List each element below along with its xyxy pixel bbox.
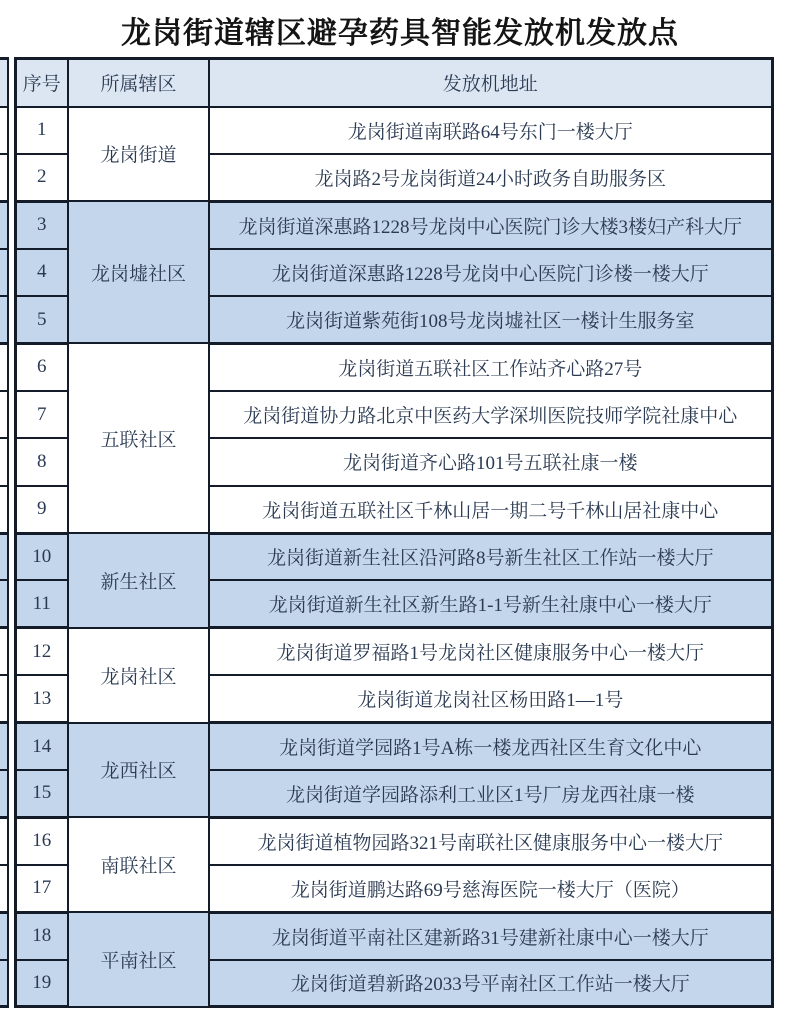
table-row	[0, 107, 772, 154]
row-number-cell: 14	[15, 723, 68, 770]
row-number-cell: 15	[15, 770, 68, 817]
left-edge-sliver	[0, 675, 8, 722]
row-number-cell: 5	[15, 296, 68, 343]
address-cell: 龙岗街道南联路64号东门一楼大厅	[209, 107, 772, 154]
table-row	[0, 723, 772, 770]
left-gap	[8, 817, 15, 864]
address-cell: 龙岗街道深惠路1228号龙岗中心医院门诊大楼3楼妇产科大厅	[209, 201, 772, 248]
table-row	[0, 912, 772, 959]
row-number-cell: 11	[15, 580, 68, 627]
address-cell: 龙岗街道植物园路321号南联社区健康服务中心一楼大厅	[209, 817, 772, 864]
left-gap	[8, 343, 15, 390]
address-cell: 龙岗街道罗福路1号龙岗社区健康服务中心一楼大厅	[209, 628, 772, 675]
left-edge-sliver	[0, 912, 8, 959]
row-number-cell: 16	[15, 817, 68, 864]
district-cell: 龙西社区	[68, 723, 209, 818]
left-edge-sliver	[0, 391, 8, 438]
address-cell: 龙岗街道平南社区建新路31号建新社康中心一楼大厅	[209, 912, 772, 959]
left-edge-sliver	[0, 960, 8, 1007]
address-cell: 龙岗街道新生社区沿河路8号新生社区工作站一楼大厅	[209, 533, 772, 580]
left-edge-sliver	[0, 723, 8, 770]
row-number-cell: 17	[15, 865, 68, 912]
address-cell: 龙岗街道紫苑街108号龙岗墟社区一楼计生服务室	[209, 296, 772, 343]
left-edge-sliver	[0, 817, 8, 864]
row-number-cell: 10	[15, 533, 68, 580]
district-cell: 龙岗墟社区	[68, 201, 209, 343]
address-cell: 龙岗街道龙岗社区杨田路1—1号	[209, 675, 772, 722]
dispenser-locations-table	[0, 57, 774, 1008]
address-cell: 龙岗街道五联社区工作站齐心路27号	[209, 343, 772, 390]
address-cell: 龙岗街道学园路1号A栋一楼龙西社区生育文化中心	[209, 723, 772, 770]
page-title: 龙岗街道辖区避孕药具智能发放机发放点	[121, 17, 679, 50]
left-gap	[8, 912, 15, 959]
row-number-cell: 9	[15, 486, 68, 533]
left-gap	[8, 391, 15, 438]
table-row	[0, 817, 772, 864]
left-gap	[8, 249, 15, 296]
district-cell: 新生社区	[68, 533, 209, 628]
left-edge-sliver	[0, 628, 8, 675]
column-header-district: 所属辖区	[68, 59, 209, 107]
row-number-cell: 4	[15, 249, 68, 296]
left-edge-sliver	[0, 296, 8, 343]
row-number-cell: 12	[15, 628, 68, 675]
left-gap	[8, 201, 15, 248]
row-number-cell: 2	[15, 154, 68, 201]
table-row	[0, 533, 772, 580]
address-cell: 龙岗路2号龙岗街道24小时政务自助服务区	[209, 154, 772, 201]
row-number-cell: 7	[15, 391, 68, 438]
address-cell: 龙岗街道协力路北京中医药大学深圳医院技师学院社康中心	[209, 391, 772, 438]
table-row	[0, 201, 772, 248]
left-gap	[8, 107, 15, 154]
left-edge-sliver	[0, 343, 8, 390]
left-gap	[8, 960, 15, 1007]
left-edge-sliver	[0, 770, 8, 817]
left-gap	[8, 723, 15, 770]
address-cell: 龙岗街道五联社区千林山居一期二号千林山居社康中心	[209, 486, 772, 533]
district-cell: 龙岗社区	[68, 628, 209, 723]
left-gap	[8, 865, 15, 912]
left-edge-sliver	[0, 249, 8, 296]
left-edge-sliver	[0, 438, 8, 485]
left-edge-sliver	[0, 533, 8, 580]
row-number-cell: 3	[15, 201, 68, 248]
table-header-row	[0, 59, 772, 107]
address-cell: 龙岗街道新生社区新生路1-1号新生社康中心一楼大厅	[209, 580, 772, 627]
left-gap	[8, 438, 15, 485]
left-gap	[8, 628, 15, 675]
left-edge-sliver	[0, 486, 8, 533]
left-edge-sliver	[0, 580, 8, 627]
left-gap	[8, 533, 15, 580]
table-body	[0, 107, 772, 1007]
left-edge-sliver	[0, 865, 8, 912]
left-gap	[8, 59, 15, 107]
row-number-cell: 6	[15, 343, 68, 390]
left-gap	[8, 770, 15, 817]
row-number-cell: 18	[15, 912, 68, 959]
address-cell: 龙岗街道深惠路1228号龙岗中心医院门诊楼一楼大厅	[209, 249, 772, 296]
column-header-no: 序号	[15, 59, 68, 107]
left-gap	[8, 675, 15, 722]
district-cell: 五联社区	[68, 343, 209, 533]
row-number-cell: 19	[15, 960, 68, 1007]
table-row	[0, 628, 772, 675]
left-gap	[8, 580, 15, 627]
address-cell: 龙岗街道学园路添利工业区1号厂房龙西社康一楼	[209, 770, 772, 817]
row-number-cell: 1	[15, 107, 68, 154]
district-cell: 平南社区	[68, 912, 209, 1007]
left-edge-sliver	[0, 154, 8, 201]
row-number-cell: 8	[15, 438, 68, 485]
left-gap	[8, 486, 15, 533]
district-cell: 南联社区	[68, 817, 209, 912]
left-gap	[8, 154, 15, 201]
left-gap	[8, 296, 15, 343]
left-edge-sliver	[0, 59, 8, 107]
row-number-cell: 13	[15, 675, 68, 722]
column-header-address: 发放机地址	[209, 59, 772, 107]
district-cell: 龙岗街道	[68, 107, 209, 202]
left-edge-sliver	[0, 107, 8, 154]
address-cell: 龙岗街道碧新路2033号平南社区工作站一楼大厅	[209, 960, 772, 1007]
address-cell: 龙岗街道鹏达路69号慈海医院一楼大厅（医院）	[209, 865, 772, 912]
address-cell: 龙岗街道齐心路101号五联社康一楼	[209, 438, 772, 485]
left-edge-sliver	[0, 201, 8, 248]
table-row	[0, 343, 772, 390]
